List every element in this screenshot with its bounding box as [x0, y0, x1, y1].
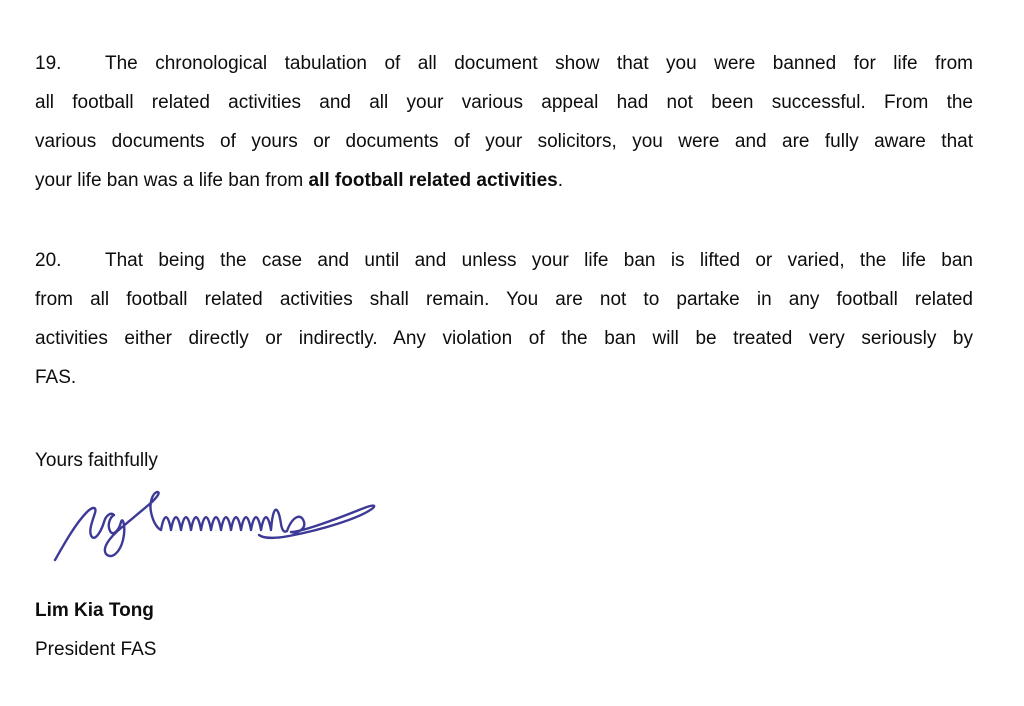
text-segment: from all football related activities shall remain. You are not to partake in any football related — [35, 289, 973, 310]
text-segment: . — [557, 170, 564, 191]
paragraph-number: 20. — [35, 250, 62, 271]
text-segment: all football related activities — [308, 170, 558, 191]
valediction: Yours faithfully — [35, 450, 158, 471]
signature-image — [49, 482, 973, 567]
signatory-name: Lim Kia Tong — [35, 600, 154, 621]
text-segment: various documents of yours or documents of your solicitors, you were and are fully aware that — [35, 131, 973, 152]
paragraph-line — [35, 319, 973, 358]
paragraph-line — [35, 241, 973, 280]
text-segment: That being the case and until and unless your life ban is lifted or varied, the life ban — [105, 250, 973, 271]
text-segment: The chronological tabulation of all document show that you were banned for life from — [105, 53, 973, 74]
text-segment: activities either directly or indirectly. Any violation of the ban will be treated very seriously by — [35, 328, 973, 349]
paragraph-line — [35, 44, 973, 83]
paragraph-line — [35, 358, 973, 397]
paragraph-line — [35, 83, 973, 122]
numbered-paragraph — [35, 241, 973, 397]
numbered-paragraph — [35, 44, 973, 200]
text-segment: FAS. — [35, 367, 77, 388]
paragraph-line — [35, 122, 973, 161]
paragraph-number: 19. — [35, 53, 62, 74]
signatory-title: President FAS — [35, 639, 157, 660]
paragraph-line — [35, 280, 973, 319]
body-paragraphs — [35, 44, 973, 397]
text-segment: your life ban was a life ban from — [35, 170, 309, 191]
paragraph-line — [35, 161, 973, 200]
handwritten-signature-icon — [49, 482, 379, 567]
text-segment: all football related activities and all your various appeal had not been successful. From the — [35, 92, 973, 113]
